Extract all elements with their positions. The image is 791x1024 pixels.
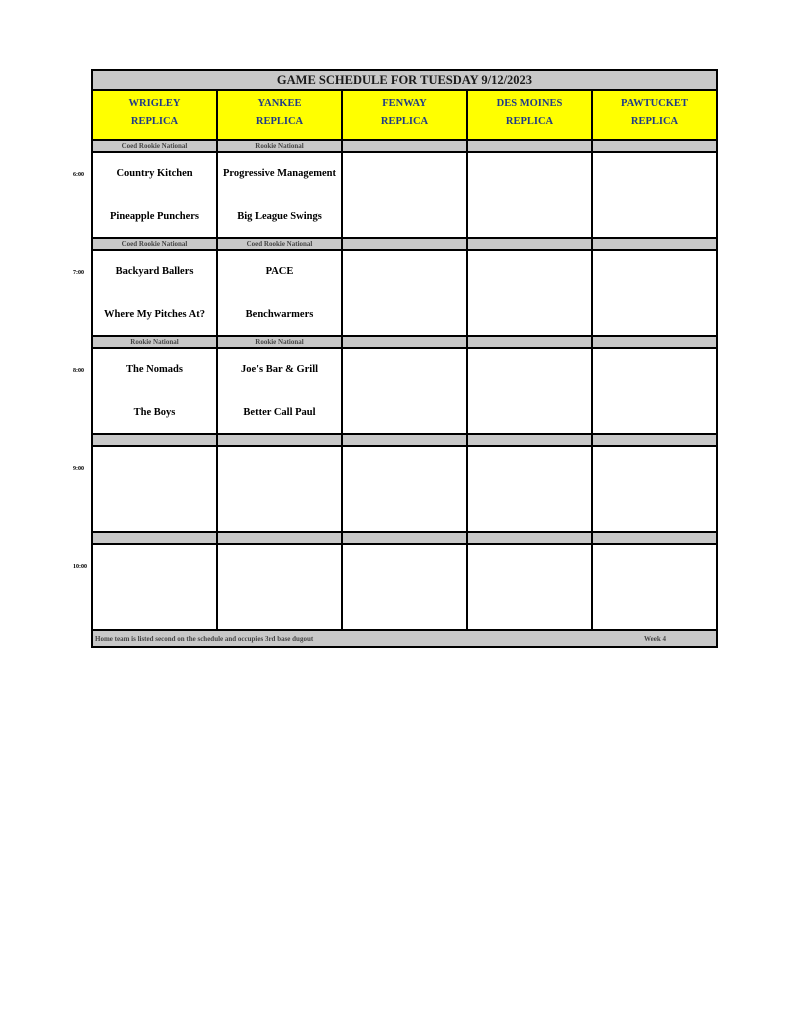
division-label: Rookie National — [218, 337, 343, 347]
venue-header — [218, 91, 343, 139]
division-row — [91, 141, 718, 153]
division-label — [343, 533, 468, 543]
away-team: Country Kitchen — [116, 168, 193, 179]
time-label: 8:00 — [73, 368, 84, 374]
division-row — [91, 239, 718, 251]
division-label — [468, 435, 593, 445]
home-team: Benchwarmers — [245, 309, 314, 320]
venue-subtitle: REPLICA — [380, 116, 429, 127]
venue-name: WRIGLEY — [128, 98, 181, 109]
venue-header — [593, 91, 716, 139]
game-cell — [93, 447, 218, 531]
game-cell — [593, 153, 716, 237]
game-cell — [468, 349, 593, 433]
division-label — [343, 337, 468, 347]
time-slots — [91, 141, 718, 631]
home-team: Better Call Paul — [243, 407, 316, 418]
venue-header — [468, 91, 593, 139]
game-cell — [93, 349, 218, 433]
game-cell — [343, 251, 468, 335]
division-label — [93, 533, 218, 543]
game-row — [91, 251, 718, 337]
division-label — [93, 435, 218, 445]
away-team: Progressive Management — [222, 168, 337, 179]
venue-header-row — [91, 91, 718, 141]
game-row — [91, 153, 718, 239]
venue-header — [93, 91, 218, 139]
division-label: Coed Rookie National — [218, 239, 343, 249]
time-label: 6:00 — [73, 172, 84, 178]
game-cell — [218, 251, 343, 335]
venue-subtitle: REPLICA — [505, 116, 554, 127]
division-label — [218, 533, 343, 543]
game-cell — [218, 447, 343, 531]
division-label: Rookie National — [218, 141, 343, 151]
division-row — [91, 533, 718, 545]
venue-name: PAWTUCKET — [621, 98, 688, 109]
away-team: The Nomads — [126, 364, 183, 375]
venue-name: YANKEE — [257, 98, 302, 109]
division-label — [593, 141, 716, 151]
division-label — [593, 239, 716, 249]
division-label — [343, 435, 468, 445]
game-cell — [218, 153, 343, 237]
game-cell — [93, 545, 218, 629]
footer-note: Home team is listed second on the schedule and occupies 3rd base dugout — [95, 634, 314, 643]
game-cell — [593, 545, 716, 629]
venue-subtitle: REPLICA — [255, 116, 304, 127]
away-team: Backyard Ballers — [115, 266, 194, 277]
division-row — [91, 337, 718, 349]
venue-name: FENWAY — [382, 98, 427, 109]
time-label: 10:00 — [73, 564, 87, 570]
time-label: 7:00 — [73, 270, 84, 276]
division-label — [593, 533, 716, 543]
game-cell — [468, 447, 593, 531]
division-row — [91, 435, 718, 447]
division-label — [468, 337, 593, 347]
home-team: Where My Pitches At? — [104, 309, 205, 320]
home-team: Pineapple Punchers — [110, 211, 199, 222]
division-label — [468, 239, 593, 249]
game-row — [91, 545, 718, 631]
schedule-title: GAME SCHEDULE FOR TUESDAY 9/12/2023 — [91, 69, 718, 91]
division-label — [468, 533, 593, 543]
venue-name: DES MOINES — [496, 98, 563, 109]
division-label: Coed Rookie National — [93, 141, 218, 151]
home-team: The Boys — [133, 407, 176, 418]
game-cell — [593, 447, 716, 531]
division-label — [593, 337, 716, 347]
division-label: Coed Rookie National — [93, 239, 218, 249]
game-cell — [218, 349, 343, 433]
game-row — [91, 349, 718, 435]
division-label — [343, 141, 468, 151]
game-cell — [468, 251, 593, 335]
game-cell — [343, 349, 468, 433]
division-label — [218, 435, 343, 445]
venue-subtitle: REPLICA — [630, 116, 679, 127]
game-cell — [593, 251, 716, 335]
division-label — [468, 141, 593, 151]
division-label: Rookie National — [93, 337, 218, 347]
game-cell — [343, 447, 468, 531]
schedule-sheet — [91, 69, 718, 648]
division-label — [593, 435, 716, 445]
game-row — [91, 447, 718, 533]
game-cell — [468, 545, 593, 629]
away-team: Joe's Bar & Grill — [240, 364, 319, 375]
venue-subtitle: REPLICA — [130, 116, 179, 127]
division-label — [343, 239, 468, 249]
game-cell — [93, 251, 218, 335]
game-cell — [343, 153, 468, 237]
week-label: Week 4 — [644, 634, 666, 643]
game-cell — [593, 349, 716, 433]
game-cell — [218, 545, 343, 629]
game-cell — [468, 153, 593, 237]
game-cell — [343, 545, 468, 629]
time-label: 9:00 — [73, 466, 84, 472]
game-cell — [93, 153, 218, 237]
venue-header — [343, 91, 468, 139]
away-team: PACE — [265, 266, 294, 277]
home-team: Big League Swings — [237, 211, 322, 222]
schedule-footer — [91, 631, 718, 648]
